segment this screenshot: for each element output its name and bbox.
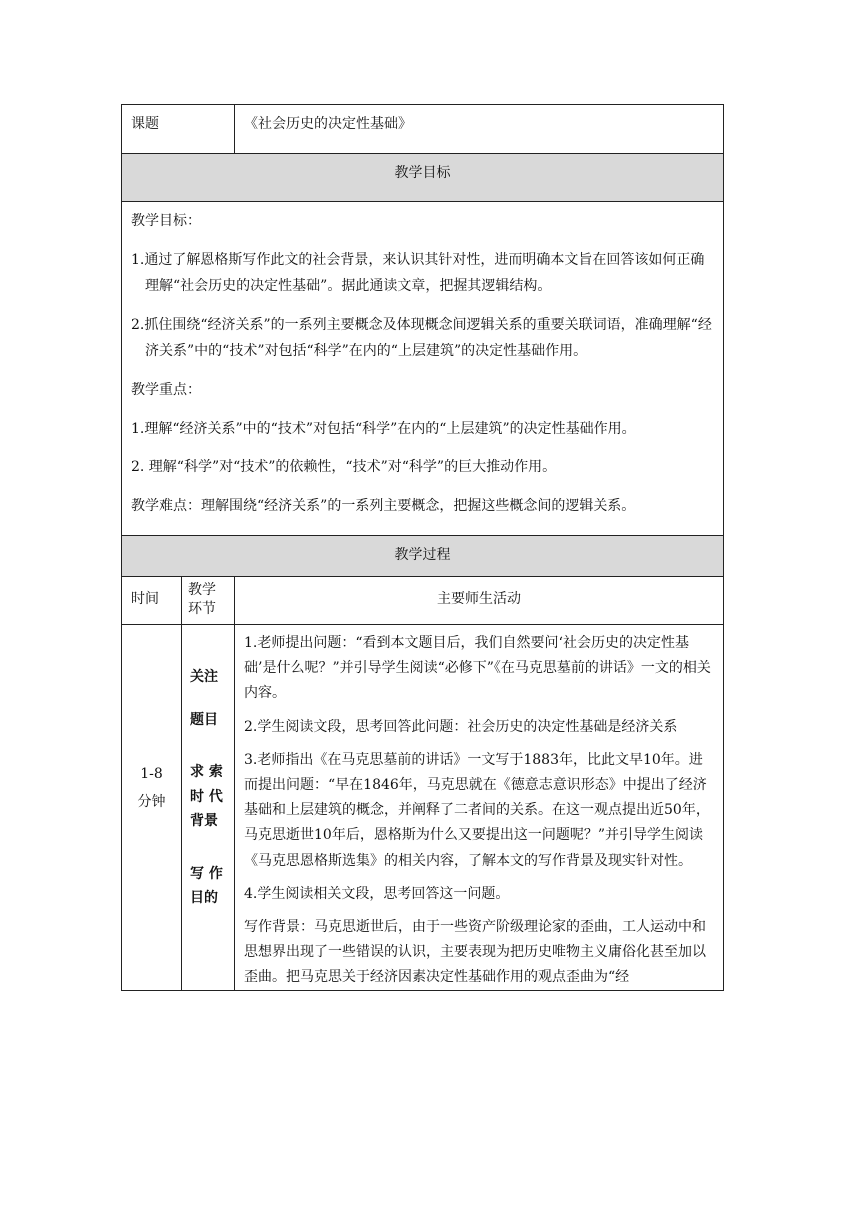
goals-label: 教学目标：: [131, 213, 201, 229]
time-header: 时间: [131, 591, 159, 608]
activity-header: 主要师生活动: [437, 591, 521, 608]
key-point-item: 2. 理解“科学”对“技术”的依赖性，“技术”对“科学”的巨大推动作用。: [131, 459, 557, 476]
activity-item: 1.老师提出问题：“看到本文题目后，我们自然要问‘社会历史的决定性基础’是什么呢？”并引导学生阅读“必修下”《在马克思墓前的讲话》一文的相关内容。: [244, 635, 711, 702]
stage-label: 关注: [190, 669, 218, 685]
topic-label: 课题: [131, 116, 159, 132]
stage-label: 时 代: [190, 788, 223, 805]
stage-label: 背景: [190, 813, 218, 829]
time-header-cell: [122, 577, 182, 625]
activity-cell: [235, 625, 724, 991]
stage-label: 求 索: [190, 764, 223, 780]
key-points-label: 教学重点：: [131, 381, 201, 398]
stage-header: 教学环节: [188, 582, 216, 617]
stage-cell: [182, 625, 235, 991]
goal-item: 2.抓住围绕“经济关系”的一系列主要概念及体现概念间逻辑关系的重要关联词语，准确理解“经济关系”中的“技术”对包括“科学”在内的“上层建筑”的决定性基础作用。: [131, 316, 712, 360]
objectives-heading-cell: [122, 154, 724, 202]
process-heading-cell: [122, 536, 724, 577]
activity-header-cell: [235, 577, 724, 625]
difficulty-text: 教学难点：理解围绕“经济关系”的一系列主要概念，把握这些概念间的逻辑关系。: [131, 497, 636, 514]
stage-label: 目的: [190, 890, 218, 906]
stage-label: 题目: [190, 711, 218, 728]
objectives-body-cell: [122, 202, 724, 536]
lesson-plan-table: [121, 104, 724, 991]
topic-label-cell: [122, 105, 235, 154]
stage-label: 写 作: [190, 865, 223, 882]
time-unit: 分钟: [137, 793, 166, 810]
topic-title-cell: [235, 105, 724, 154]
activity-item: 3.老师指出《在马克思墓前的讲话》一文写于1883年，比此文早10年。进而提出问题：“早在1846年，马克思就在《德意志意识形态》中提出了经济基础和上层建筑的概念，并阐释了二者间的关系。在这一观点提出近50年，马克思逝世10年后，恩格斯为什么又要提出这一问题呢？”并引导学生阅读《马克思恩格斯选集》的相关内容，了解本文的写作背景及现实针对性。: [244, 751, 710, 869]
time-cell: [122, 625, 182, 991]
activity-item: 2.学生阅读文段，思考回答此问题：社会历史的决定性基础是经济关系: [244, 718, 678, 735]
stage-header-cell: [182, 577, 235, 625]
activity-item: 写作背景：马克思逝世后，由于一些资产阶级理论家的歪曲，工人运动中和思想界出现了一些错误的认识，主要表现为把历史唯物主义庸俗化甚至加以歪曲。把马克思关于经济因素决定性基础作用的观点歪曲为“经: [244, 918, 706, 986]
goal-item: 1.通过了解恩格斯写作此文的社会背景，来认识其针对性，进而明确本文旨在回答该如何正确理解“社会历史的决定性基础”。据此通读文章，把握其逻辑结构。: [131, 251, 705, 295]
topic-title: 《社会历史的决定性基础》: [244, 116, 412, 132]
objectives-heading: 教学目标: [394, 165, 451, 181]
key-point-item: 1.理解“经济关系”中的“技术”对包括“科学”在内的“上层建筑”的决定性基础作用。: [131, 420, 636, 437]
time-range: 1-8: [140, 765, 163, 782]
process-heading: 教学过程: [394, 547, 451, 564]
activity-item: 4.学生阅读相关文段，思考回答这一问题。: [244, 885, 510, 902]
